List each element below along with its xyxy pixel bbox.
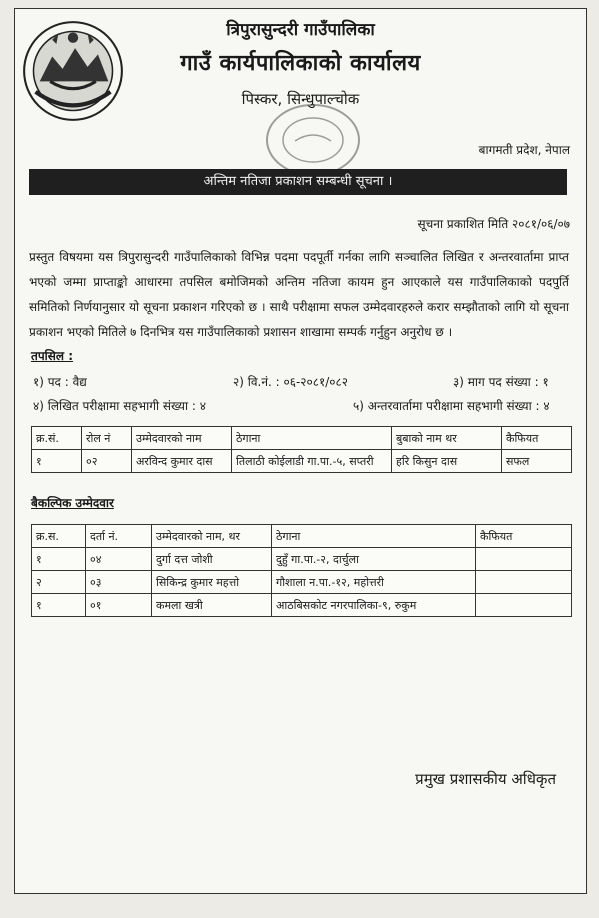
table-cell — [476, 571, 572, 594]
header-cell: ठेगाना — [232, 427, 392, 450]
header-cell: दर्ता नं. — [86, 525, 152, 548]
header-cell: क्र.स. — [32, 525, 86, 548]
detail-written-count: ४) लिखित परीक्षामा सहभागी संख्या : ४ — [33, 399, 207, 413]
table-header-row — [32, 525, 572, 548]
table-row — [32, 594, 572, 617]
header-cell: उम्मेदवारको नाम, थर — [152, 525, 272, 548]
alternate-table — [31, 524, 572, 617]
header-cell: क्र.सं. — [32, 427, 82, 450]
header-cell: उम्मेदवारको नाम — [132, 427, 232, 450]
table-cell: तिलाठी कोईलाडी गा.पा.-५, सप्तरी — [232, 450, 392, 473]
result-table — [31, 426, 572, 473]
table-cell: ०३ — [86, 571, 152, 594]
detail-ad-number: २) वि.नं. : ०६-२०८१/०८२ — [233, 375, 349, 389]
header-cell: बुबाको नाम थर — [392, 427, 502, 450]
details-heading: तपसिल : — [31, 349, 73, 363]
table-cell: ०४ — [86, 548, 152, 571]
notice-body: प्रस्तुत विषयमा यस त्रिपुरासुन्दरी गाउँपालिकाको विभिन्न पदमा पदपूर्ती गर्नका लागि सञ्चालित लिखित र अन्तरवार्तामा प्राप्त भएको जम्मा प्राप्ताङ्को आधारमा तपसिल बमोजिमको अन्तिम नतिजा कायम हुन आएकाले यस गाउँपालिकाको पदपुर्ति समितिको निर्णयानुसार यो सूचना प्रकाशन गरिएको छ । साथै परीक्षामा सफल उम्मेदवारहरुले करार सम्झौताको लागि यो सूचना प्रकाशन भएको मितिले ७ दिनभित्र यस गाउँपालिकाको प्रशासन शाखामा सम्पर्क गर्नुहुन अनुरोध छ । — [29, 250, 569, 339]
table-cell: ०२ — [82, 450, 132, 473]
notice-title-banner: अन्तिम नतिजा प्रकाशन सम्बन्धी सूचना । — [29, 169, 567, 195]
table-cell: १ — [32, 594, 86, 617]
table-row — [32, 450, 572, 473]
table-row — [32, 548, 572, 571]
office-location: पिस्कर, सिन्धुपाल्चोक — [241, 90, 360, 108]
header-cell: कैफियत — [502, 427, 572, 450]
notice-page — [14, 8, 587, 894]
table-cell: कमला खत्री — [152, 594, 272, 617]
municipality-name: त्रिपुरासुन्दरी गाउँपालिका — [226, 20, 375, 40]
detail-demand-count: ३) माग पद संख्या : १ — [453, 375, 549, 389]
table-cell: १ — [32, 450, 82, 473]
table-cell: अरविन्द कुमार दास — [132, 450, 232, 473]
office-seal-stamp-icon — [263, 101, 363, 179]
province-label: बागमती प्रदेश, नेपाल — [478, 143, 570, 157]
table-cell: दुहुँ गा.पा.-२, दार्चुला — [272, 548, 476, 571]
table-cell: दुर्गा दत्त जोशी — [152, 548, 272, 571]
signature-title: प्रमुख प्रशासकीय अधिकृत — [415, 770, 556, 788]
detail-interview-count: ५) अन्तरवार्तामा परीक्षामा सहभागी संख्या : ४ — [353, 399, 550, 413]
table-header-row — [32, 427, 572, 450]
header-cell: रोल नं — [82, 427, 132, 450]
table-cell: ०१ — [86, 594, 152, 617]
table-cell: गौशाला न.पा.-१२, महोत्तरी — [272, 571, 476, 594]
table-cell: सिकिन्द्र कुमार महत्तो — [152, 571, 272, 594]
header-cell: ठेगाना — [272, 525, 476, 548]
table-cell: आठबिसकोट नगरपालिका-९, रुकुम — [272, 594, 476, 617]
detail-post: १) पद : वैद्य — [33, 375, 87, 389]
table-cell: हरि किसुन दास — [392, 450, 502, 473]
table-row — [32, 571, 572, 594]
table-cell: सफल — [502, 450, 572, 473]
alternate-heading: बैकल्पिक उम्मेदवार — [31, 496, 114, 510]
table-cell — [476, 548, 572, 571]
header-cell: कैफियत — [476, 525, 572, 548]
office-name: गाउँ कार्यपालिकाको कार्यालय — [180, 51, 421, 76]
table-cell — [476, 594, 572, 617]
table-cell: १ — [32, 548, 86, 571]
published-date: सूचना प्रकाशित मिति २०८१/०६/०७ — [417, 217, 570, 231]
table-cell: २ — [32, 571, 86, 594]
